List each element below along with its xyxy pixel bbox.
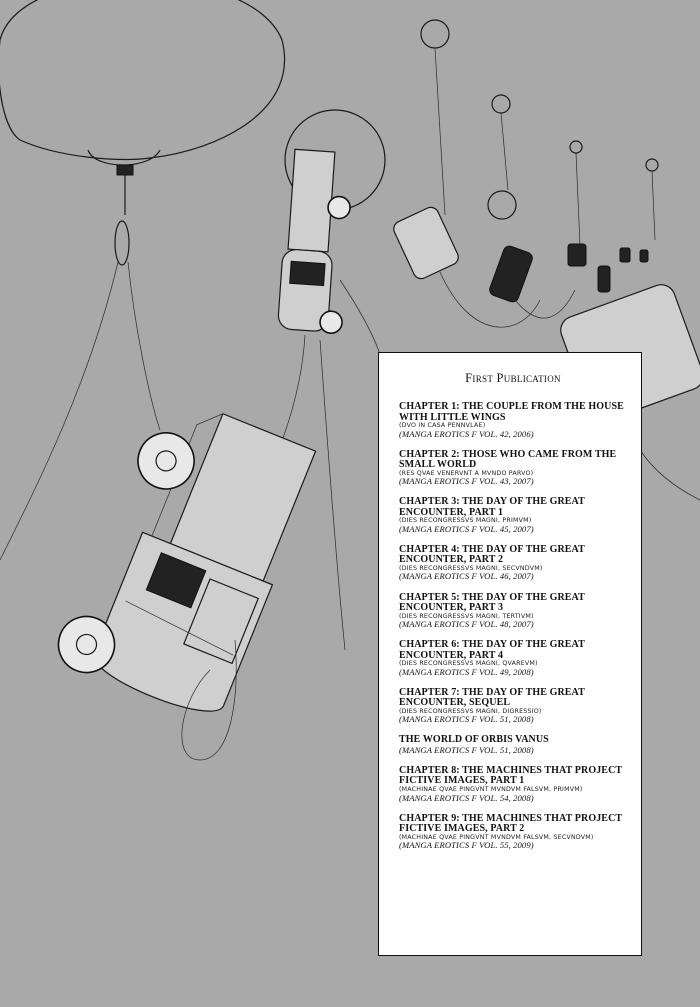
latin-title: (DVO IN CASA PENNVLAE) [399, 422, 486, 429]
latin-title: (DIES RECONGRESSVS MAGNI, SECVNDVM) [399, 564, 543, 572]
latin-title: (DIES RECONGRESSVS MAGNI, TERTIVM) [399, 612, 534, 620]
chapter-title: CHAPTER 5: THE DAY OF THE GREAT ENCOUNTER, PART 3 [399, 591, 585, 613]
chapter-title: CHAPTER 3: THE DAY OF THE GREAT ENCOUNTER, PART 1 [399, 496, 585, 518]
publication-source: (MANGA EROTICS F VOL. 51, 2008) [399, 744, 534, 755]
large-balloon [0, 0, 285, 265]
chapter-title: THE WORLD OF ORBIS VANUS [399, 734, 549, 746]
publication-entry [399, 450, 627, 487]
publication-source: (MANGA EROTICS F VOL. 51, 2008) [399, 714, 534, 725]
latin-title: (RES QVAE VENERVNT A MVNDO PARVO) [399, 469, 534, 477]
latin-title: (MACHINAE QVAE PINGVNT MVNDVM FALSVM, SECVNDVM) [399, 833, 594, 841]
publication-source: (MANGA EROTICS F VOL. 54, 2008) [399, 792, 534, 803]
chapter-title: CHAPTER 1: THE COUPLE FROM THE HOUSE WITH LITTLE WINGS [399, 401, 624, 423]
publication-entry [399, 545, 627, 582]
publication-entry [399, 766, 627, 803]
chapter-title: CHAPTER 9: THE MACHINES THAT PROJECT FICTIVE IMAGES, PART 2 [399, 812, 622, 835]
publication-entry [399, 735, 627, 755]
latin-title: (DIES RECONGRESSVS MAGNI, QVAREVM) [399, 660, 538, 668]
chapter-title: CHAPTER 4: THE DAY OF THE GREAT ENCOUNTER, PART 2 [399, 543, 585, 566]
publication-source: (MANGA EROTICS F VOL. 43, 2007) [399, 476, 534, 487]
publication-entry [399, 497, 627, 534]
publication-source: (MANGA EROTICS F VOL. 45, 2007) [399, 523, 534, 534]
latin-title: (DIES RECONGRESSVS MAGNI, DIGRESSIO) [399, 707, 542, 715]
publication-entry [399, 640, 627, 677]
chapter-title: CHAPTER 2: THOSE WHO CAME FROM THE SMALL WORLD [399, 448, 617, 471]
latin-title: (MACHINAE QVAE PINGVNT MVNDVM FALSVM, PRIMVM) [399, 785, 583, 793]
panel-heading: First Publication [465, 371, 561, 385]
publication-source: (MANGA EROTICS F VOL. 48, 2007) [399, 619, 534, 630]
publication-source: (MANGA EROTICS F VOL. 42, 2006) [399, 428, 534, 439]
publication-entry [399, 688, 627, 725]
small-balloons [421, 20, 658, 245]
publication-source: (MANGA EROTICS F VOL. 49, 2008) [399, 666, 534, 677]
chapter-title: CHAPTER 8: THE MACHINES THAT PROJECT FICTIVE IMAGES, PART 1 [399, 764, 622, 787]
publication-entry [399, 814, 627, 851]
large-truck [50, 388, 325, 726]
first-publication-panel [378, 352, 642, 956]
publication-entry [399, 593, 627, 630]
chapter-title: CHAPTER 7: THE DAY OF THE GREAT ENCOUNTER, SEQUEL [399, 686, 585, 709]
publication-list [399, 402, 627, 850]
publication-source: (MANGA EROTICS F VOL. 46, 2007) [399, 571, 534, 582]
publication-entry [399, 402, 627, 439]
vertical-truck [277, 149, 353, 334]
latin-title: (DIES RECONGRESSVS MAGNI, PRIMVM) [399, 517, 532, 525]
chapter-title: CHAPTER 6: THE DAY OF THE GREAT ENCOUNTER, PART 4 [399, 639, 585, 661]
publication-source: (MANGA EROTICS F VOL. 55, 2009) [399, 840, 534, 851]
